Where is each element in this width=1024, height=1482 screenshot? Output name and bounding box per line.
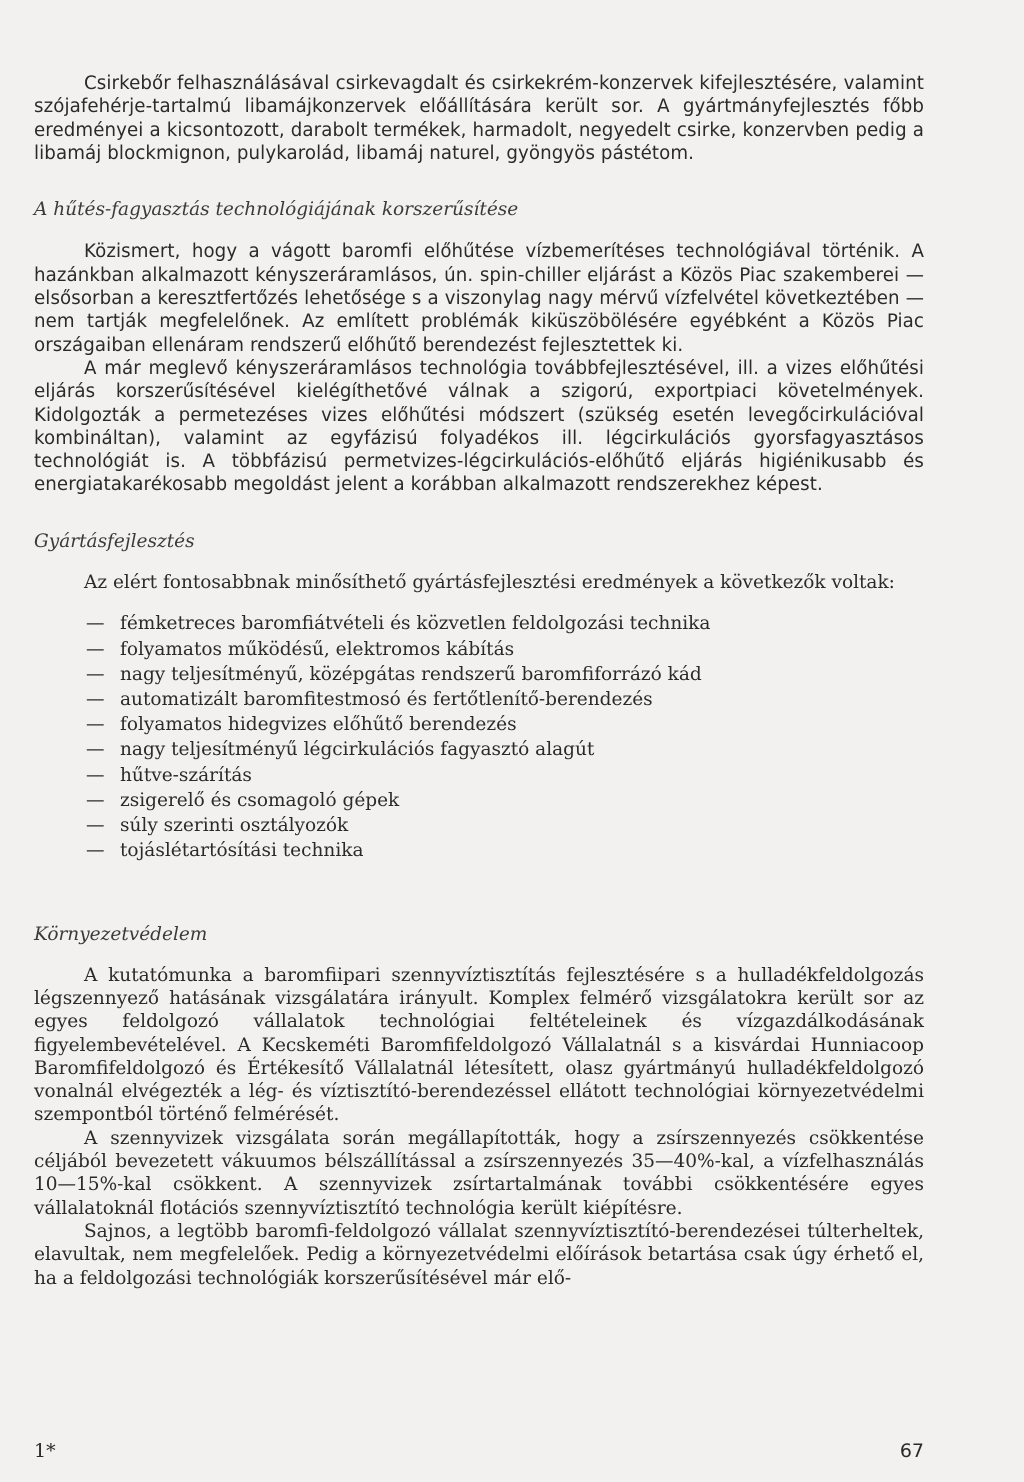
list-item-text: tojáslétartósítási technika bbox=[120, 840, 364, 862]
page-body bbox=[34, 72, 924, 1290]
list-item-text: zsigerelő és csomagoló gépek bbox=[120, 789, 400, 811]
section-heading-environment: Környezetvédelem bbox=[34, 924, 208, 946]
list-item bbox=[34, 637, 924, 662]
production-intro: Az elért fontosabbnak minősíthető gyártásfejlesztési eredmények a következők voltak: bbox=[84, 572, 895, 594]
list-dash: — bbox=[86, 789, 105, 811]
list-item-text: fémketreces baromfiátvételi és közvetlen feldolgozási technika bbox=[120, 613, 711, 635]
list-item-text: nagy teljesítményű, középgátas rendszerű baromfiforrázó kád bbox=[120, 663, 702, 685]
list-dash: — bbox=[86, 714, 105, 736]
list-item bbox=[34, 763, 924, 788]
cooling-paragraph-1: Közismert, hogy a vágott baromfi előhűtése vízbemerítéses technológiával történik. A hazánkban alkalmazott kényszeráramlásos, ún. spin-chiller eljárást a Közös Piac szakemberei — elsősorban a keresztfertőzés lehetősége s a viszonylag nagy mérvű vízfelvétel következtében — nem tartják megfelelőnek. Az említett problémák kiküszöbölésére egyébként a Közös Piac országaiban ellenáram rendszerű előhűtő berendezést fejlesztettek ki. bbox=[34, 241, 924, 356]
signature-mark: 1* bbox=[34, 1440, 56, 1462]
list-dash: — bbox=[86, 663, 105, 685]
list-dash: — bbox=[86, 638, 105, 660]
list-item bbox=[34, 788, 924, 813]
production-list bbox=[34, 611, 924, 863]
environment-paragraph-2: A szennyvizek vizsgálata során megállapították, hogy a zsírszennyezés csökkentése céljából bevezetett vákuumos bélszállítással a zsírszennyezés 35—40%-kal, a vízfelhasználás 10—15%-kal csökkent. A szennyvizek zsírtartalmának további csökkentésére egyes vállalatoknál flotációs szennyvíztisztító technológia került kiépítésre. bbox=[34, 1127, 924, 1219]
list-item bbox=[34, 813, 924, 838]
list-item bbox=[34, 611, 924, 636]
list-item-text: folyamatos működésű, elektromos kábítás bbox=[120, 638, 515, 660]
list-item bbox=[34, 662, 924, 687]
list-item bbox=[34, 712, 924, 737]
cooling-paragraph-2: A már meglevő kényszeráramlásos technológia továbbfejlesztésével, ill. a vizes előhűtési eljárás korszerűsítésével kielégíthetővé válnak a szigorú, exportpiaci követelmények. Kidolgozták a permetezéses vizes előhűtési módszert (szükség esetén levegőcirkulációval kombináltan), valamint az egyfázisú folyadékos ill. légcirkulációs gyorsfagyasztásos technológiát is. A többfázisú permetvizes-légcirkulációs-előhűtő eljárás higiénikusabb és energiatakarékosabb megoldást jelent a korábban alkalmazott rendszerekhez képest. bbox=[34, 357, 924, 496]
list-dash: — bbox=[86, 764, 105, 786]
page-footer bbox=[34, 1440, 924, 1470]
list-item bbox=[34, 687, 924, 712]
intro-paragraph: Csirkebőr felhasználásával csirkevagdalt és csirkekrém-konzervek kifejlesztésére, valamint szójafehérje-tartalmú libamájkonzervek előállítására került sor. A gyártmányfejlesztés főbb eredményei a kicsontozott, darabolt termékek, harmadolt, negyedelt csirke, konzervben pedig a libamáj blockmignon, pulykarolád, libamáj naturel, gyöngyös pástétom. bbox=[34, 73, 924, 164]
list-item-text: hűtve-szárítás bbox=[120, 764, 252, 786]
list-dash: — bbox=[86, 814, 105, 836]
list-dash: — bbox=[86, 840, 105, 862]
section-heading-cooling: A hűtés-fagyasztás technológiájának korszerűsítése bbox=[34, 199, 519, 221]
section-heading-production: Gyártásfejlesztés bbox=[34, 530, 195, 552]
list-dash: — bbox=[86, 613, 105, 635]
list-dash: — bbox=[86, 688, 105, 710]
list-item bbox=[34, 838, 924, 863]
environment-paragraph-1: A kutatómunka a baromfiipari szennyvíztisztítás fejlesztésére s a hulladékfeldolgozás légszennyező hatásának vizsgálatára irányult. Komplex felmérő vizsgálatokra került sor az egyes feldolgozó vállalatok technológiai feltételeinek és vízgazdálkodásának figyelembevételével. A Kecskeméti Baromfifeldolgozó Vállalatnál s a kisvárdai Hunniacoop Baromfifeldolgozó és Értékesítő Vállalatnál létesített, olasz gyártmányú hulladékfeldolgozó vonalnál elvégezték a lég- és víztisztító-berendezéssel ellátott technológiai környezetvédelmi szempontból történő felmérését. bbox=[34, 964, 924, 1126]
list-item-text: automatizált baromfitestmosó és fertőtlenítő-berendezés bbox=[120, 688, 653, 710]
list-dash: — bbox=[86, 739, 105, 761]
page-number: 67 bbox=[899, 1440, 924, 1462]
environment-paragraph-3: Sajnos, a legtöbb baromfi-feldolgozó vállalat szennyvíztisztító-berendezései túlterheltek, elavultak, nem megfelelőek. Pedig a környezetvédelmi előírások betartása csak úgy érhető el, ha a feldolgozási technológiák korszerűsítésével már elő- bbox=[34, 1220, 924, 1289]
list-item-text: súly szerinti osztályozók bbox=[120, 814, 349, 836]
list-item bbox=[34, 737, 924, 762]
list-item-text: folyamatos hidegvizes előhűtő berendezés bbox=[120, 714, 517, 736]
list-item-text: nagy teljesítményű légcirkulációs fagyasztó alagút bbox=[120, 739, 595, 761]
